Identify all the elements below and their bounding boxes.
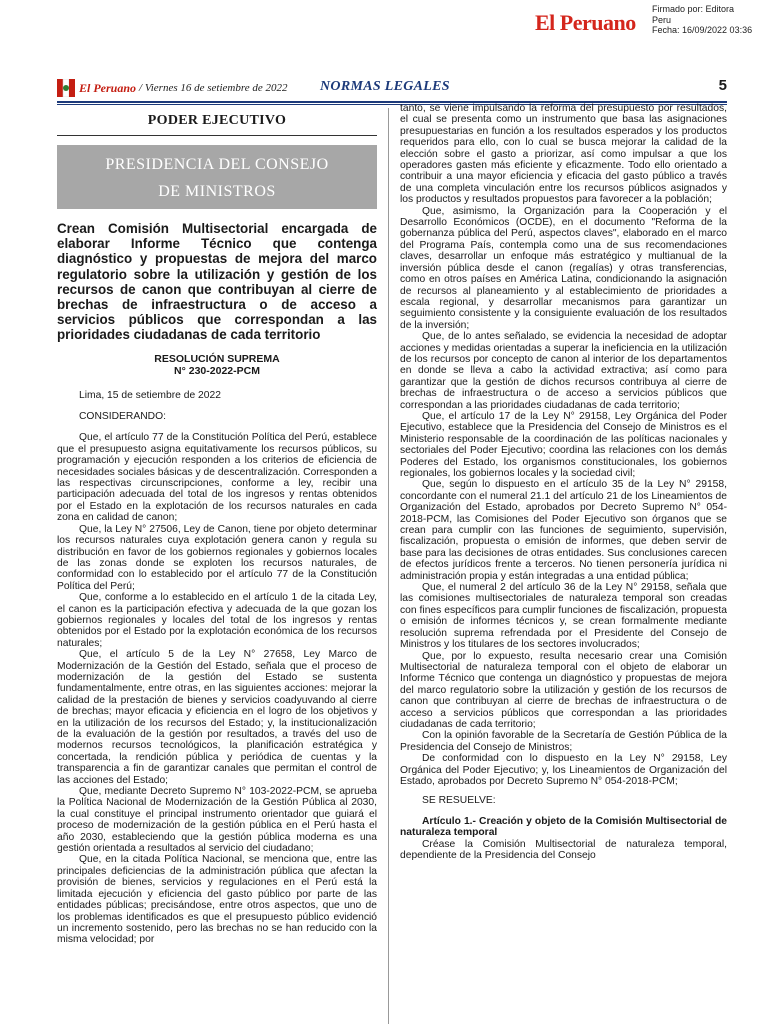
article-1-text: Créase la Comisión Multisectorial de naturaleza temporal, dependiente de la Presidencia del Consejo <box>400 838 727 861</box>
paragraph: Que, por lo expuesto, resulta necesario crear una Comisión Multisectorial de naturaleza temporal con el objeto de elaborar un Informe Técnico que contenga un diagnóstico y propuestas de mejora del marco regulatorio sobre la utilización y gestión de los recursos de canon que contribuyan al cierre de brechas de infraestructura o de acceso a servicios públicos que correspondan a las prioridades ciudadanas de cada territorio; <box>400 650 727 730</box>
paragraph: Que, según lo dispuesto en el artículo 35 de la Ley N° 29158, concordante con el numeral 21.1 del artículo 21 de los Lineamientos de Organización del Estado, aprobados por Decreto Supremo N° 054-2018-PCM, las Comisiones del Poder Ejecutivo son órganos que se crean para cumplir con las funciones de seguimiento, supervisión, fiscalización, propuesta o emisión de informes, que deben servir de base para las decisiones de otras entidades. Sus conclusiones carecen de efectos jurídicos frente a terceros. No tienen personería jurídica ni administración propia y están integradas a una entidad pública; <box>400 479 727 582</box>
place-date: Lima, 15 de setiembre de 2022 <box>79 389 221 401</box>
section-rule <box>57 135 377 136</box>
org-line-2: DE MINISTROS <box>158 183 276 200</box>
organization-box <box>57 145 377 209</box>
paragraph: De conformidad con lo dispuesto en la Ley N° 29158, Ley Orgánica del Poder Ejecutivo; y, los Lineamientos de Organización del Estado, aprobados por Decreto Supremo N° 054-2018-PCM; <box>400 753 727 787</box>
paragraph: Con la opinión favorable de la Secretaría de Gestión Pública de la Presidencia del Consejo de Ministros; <box>400 730 727 753</box>
resolution-type: RESOLUCIÓN SUPREMA <box>154 352 280 365</box>
header-section-name: NORMAS LEGALES <box>320 79 450 94</box>
header-date: / Viernes 16 de setiembre de 2022 <box>139 82 288 94</box>
article-1-title: Artículo 1.- Creación y objeto de la Comisión Multisectorial de naturaleza temporal <box>400 815 727 839</box>
section-heading: PODER EJECUTIVO <box>147 113 287 128</box>
paragraph: Que, la Ley N° 27506, Ley de Canon, tiene por objeto determinar los recursos naturales cuya explotación genera canon y regula su distribución en favor de los gobiernos regionales y gobiernos locales de las zonas donde se exploten los recursos naturales, de conformidad con lo establecido por el artículo 77 de la Constitución Política del Perú; <box>57 523 377 592</box>
header-logo-group <box>57 79 287 97</box>
paragraph: Que, el artículo 77 de la Constitución Política del Perú, establece que el presupuesto asigna equitativamente los recursos públicos, su programación y ejecución responden a los criterios de eficiencia de necesidades sociales básicas y de descentralización. Corresponden a las respectivas circunscripciones, conforme a ley, recibir una participación adecuada del total de los ingresos y rentas obtenidos por el Estado en la explotación de los recursos naturales en cada zona en calidad de canon; <box>57 432 377 524</box>
paragraph: Que, el artículo 5 de la Ley N° 27658, Ley Marco de Modernización de la Gestión del Estado, señala que el proceso de modernización de la gestión del Estado se sustenta fundamentalmente, entre otras, en las siguientes acciones: mejorar la calidad de la prestación de bienes y servicios coadyuvando al cierre de brechas; mayor eficacia y eficiencia en el logro de los objetivos y en la utilización de los recursos del Estado; y, la institucionalización de la evaluación de la gestión por resultados, a través del uso de modernos recursos tecnológicos, la planificación estratégica y concertada, la rendición pública y periódica de cuentas y la transparencia a fin de garantizar canales que permitan el control de las acciones del Estado; <box>57 649 377 786</box>
page-header <box>57 77 727 101</box>
resolution-title: Crean Comisión Multisectorial encargada de elaborar Informe Técnico que contenga diagnóstico y propuestas de mejora del marco regulatorio sobre la utilización y gestión de los recursos de canon que contribuyan al cierre de brechas de infraestructura o de acceso a servicios públicos que correspondan a las prioridades ciudadanas de cada territorio <box>57 221 377 343</box>
page-number: 5 <box>718 77 727 94</box>
signature-line-3: Fecha: 16/09/2022 03:36 <box>652 25 753 35</box>
right-column <box>400 103 727 861</box>
paragraph: Que, de lo antes señalado, se evidencia la necesidad de adoptar acciones y medidas orientadas a superar la ineficiencia en la utilización de los recursos por concepto de canon al interior de los departamentos en donde se lleva a cabo la actividad extractiva; así como para garantizar que la gestión de dichos recursos contribuya al cierre de brechas de infraestructura o de acceso a servicios públicos que correspondan a las prioridades ciudadanas de cada territorio; <box>400 331 727 411</box>
signature-line-2: Peru <box>652 14 672 25</box>
org-line-1: PRESIDENCIA DEL CONSEJO <box>105 156 329 173</box>
digital-signature-stamp <box>652 4 752 36</box>
paragraph: Que, conforme a lo establecido en el artículo 1 de la citada Ley, el canon es la participación efectiva y adecuada de la que gozan los gobiernos regionales y locales del total de los ingresos y rentas obtenidos por el Estado por la explotación económica de los recursos naturales; <box>57 592 377 649</box>
left-column <box>57 108 377 946</box>
paragraph: Que, el numeral 2 del artículo 36 de la Ley N° 29158, señala que las comisiones multisectoriales de naturaleza temporal son creadas con fines específicos para cumplir funciones de fiscalización, propuesta o emisión de informes técnicos y, se crean formalmente mediante resolución suprema refrendada por el Presidente del Consejo de Ministros y los titulares de los sectores involucrados; <box>400 582 727 651</box>
header-brand: El Peruano <box>79 80 137 95</box>
el-peruano-logo: El Peruano <box>535 10 636 35</box>
paragraph: tanto, se viene impulsando la reforma del presupuesto por resultados, el cual se presenta como un instrumento que basa las asignaciones presupuestarias en función a los resultados esperados y los productos requeridos para ello, con lo cual se busca mejorar la calidad de la elección sobre el gasto a priorizar, así como impulsar a que los operadores gasten más eficiente y eficazmente. Todo ello orientado a contribuir a una mayor eficiencia y eficacia del gasto público a través de una completa vinculación entre los recursos públicos asignados y los productos y resultados propuestos para favorecer a la población; <box>400 103 727 206</box>
paragraph: Que, asimismo, la Organización para la Cooperación y el Desarrollo Económicos (OCDE), en el documento "Reforma de la gobernanza pública del Perú, aspectos claves", elaborado en el marco del Programa País, contempla como una de sus recomendaciones claves, desarrollar un enfoque más estratégico y multianual de la inversión pública desde el canon (regalías) y otras transferencias, como en otros países en América Latina, condicionando la asignación de recursos al planeamiento y al establecimiento de prioridades a escala regional, y desarrollar mecanismos para garantizar un seguimiento consistente y la consiguiente evaluación de los resultados de la inversión; <box>400 205 727 331</box>
paragraph: Que, mediante Decreto Supremo N° 103-2022-PCM, se aprueba la Política Nacional de Modernización de la Gestión Pública al 2030, la cual constituye el principal instrumento orientador que guiará el proceso de modernización de la gestión pública en el Perú hasta el año 2030, estableciendo que la gestión pública moderna es una gestión orientada a resultados al servicio del ciudadano; <box>57 786 377 855</box>
resolution-id: N° 230-2022-PCM <box>174 364 260 377</box>
resolution-number <box>57 353 377 377</box>
column-divider <box>388 108 389 1024</box>
coat-of-arms-icon <box>57 79 75 97</box>
paragraph: Que, el artículo 17 de la Ley N° 29158, Ley Orgánica del Poder Ejecutivo, establece que la Presidencia del Consejo de Ministros es el Ministerio responsable de la coordinación de las políticas nacionales y sectoriales del Poder Ejecutivo; coordina las relaciones con los demás Poderes del Estado, los organismos constitucionales, los gobiernos regionales, los gobiernos locales y la sociedad civil; <box>400 410 727 479</box>
signature-line-1: Firmado por: Editora <box>652 4 735 14</box>
resuelve-heading: SE RESUELVE: <box>422 795 496 807</box>
considerando-heading: CONSIDERANDO: <box>79 411 166 423</box>
paragraph: Que, en la citada Política Nacional, se menciona que, entre las principales deficiencias de la administración pública que afectan la provisión de bienes, servicios y regulaciones en el Perú está la limitada ejecución y eficiencia del gasto público por parte de las entidades públicas; precisándose, entre otros aspectos, que uno de los problemas identificados es que el presupuesto público evidenció un incremento sostenido, pero las brechas no se han reducido con la misma velocidad; por <box>57 854 377 946</box>
